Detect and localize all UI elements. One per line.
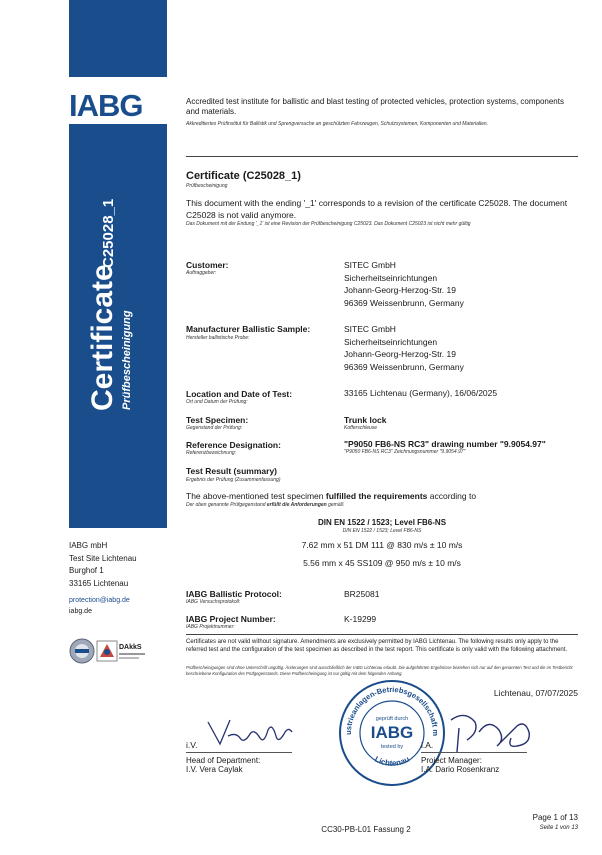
dakks-label: DAkkS: [119, 644, 142, 651]
signature-line-left: [186, 752, 292, 753]
result-statement: [186, 491, 476, 502]
manufacturer-label-de: Hersteller ballistische Probe:: [186, 335, 250, 341]
manufacturer-address: [344, 323, 464, 373]
manufacturer-line: 96369 Weissenbrunn, Germany: [344, 361, 464, 372]
customer-line: Johann-Georg-Herzog-Str. 19: [344, 285, 456, 295]
protocol-value: BR25081: [344, 589, 380, 599]
address-block: [69, 540, 137, 590]
result-label: Test Result (summary): [186, 466, 278, 476]
customer-line: SITEC GmbH: [344, 260, 396, 270]
sidebar-top-band: [69, 0, 167, 77]
reference-label: Reference Designation:: [186, 440, 281, 450]
revision-note: This document with the ending '_1' corresponds to a revision of the certificate C25028. The document C25028 is not valid anymore.: [186, 198, 568, 220]
dakks-logo-icon: [96, 640, 118, 667]
doc-code: CC30-PB-L01 Fassung 2: [321, 825, 411, 834]
page-number-de: Seite 1 von 13: [539, 825, 578, 831]
manufacturer-line: SITEC GmbH: [344, 324, 396, 334]
reference-label-de: Referenzbezeichnung:: [186, 450, 237, 456]
customer-line: 96369 Weissenbrunn, Germany: [344, 297, 464, 308]
page-number: Page 1 of 13: [532, 813, 578, 822]
standard-de: DIN EN 1522 / 1523; Level FB6-NS: [342, 528, 422, 534]
result-emphasis-de: erfüllt die Anforderungen: [266, 502, 327, 508]
result-label-de: Ergebnis der Prüfung (Zusammenfassung): [186, 477, 281, 483]
certificate-title-de: Prüfbescheinigung: [186, 183, 228, 189]
customer-line: Sicherheitseinrichtungen: [344, 272, 438, 283]
stamp-arc-bottom: Lichtenau: [373, 754, 411, 768]
stamp-bottom-small: tested by: [380, 744, 404, 750]
result-emphasis: fulfilled the requirements: [325, 491, 428, 501]
signature-left-icon: [206, 712, 296, 757]
city: 33165 Lichtenau: [69, 578, 129, 588]
protocol-label-de: IABG Versuchsprotokoll:: [186, 599, 241, 605]
header-intro: Accredited test institute for ballistic and blast testing of protected vehicles, protection systems, components and materials.: [186, 97, 564, 116]
sign-right-name: I.A. Dario Rosenkranz: [421, 765, 500, 774]
result-text: according to: [427, 491, 477, 501]
certificate-title: Certificate (C25028_1): [186, 170, 301, 182]
result-statement-de: [186, 502, 344, 508]
revision-note-de: Das Dokument mit der Endung '_1' ist eine Revision der Prüfbescheinigung C25023. Das Dokument C25023 ist nicht mehr gültig: [186, 221, 471, 227]
specimen-label-de: Gegenstand der Prüfung:: [186, 425, 243, 431]
project-label: IABG Project Number:: [186, 614, 276, 624]
sidebar-title: Certificate: [86, 264, 119, 411]
site-name: Test Site Lichtenau: [69, 553, 137, 563]
protocol-label: IABG Ballistic Protocol:: [186, 589, 282, 599]
location-label: Location and Date of Test:: [186, 389, 293, 399]
sign-right-title: Project Manager:: [421, 756, 482, 765]
reference-value: "P9050 FB6-NS RC3" drawing number "9.9054.97": [344, 439, 546, 449]
web-link[interactable]: iabg.de: [69, 608, 92, 615]
threat-1: 7.62 mm x 51 DM 111 @ 830 m/s ± 10 m/s: [301, 540, 463, 550]
stamp-top-small: geprüft durch: [375, 716, 409, 722]
svg-text:Lichtenau: [373, 755, 411, 768]
customer-address: [344, 259, 464, 309]
signature-line-right: [421, 752, 527, 753]
specimen-value: Trunk lock: [344, 415, 387, 425]
specimen-label: Test Specimen:: [186, 415, 249, 425]
dakks-small-line: [119, 657, 139, 659]
sign-left-name: I.V. Vera Caylak: [186, 765, 243, 774]
result-text-de: Der oben genannte Prüfgegenstand: [186, 502, 267, 508]
email-link[interactable]: protection@iabg.de: [69, 597, 130, 604]
accreditation-seal-icon: [69, 638, 95, 669]
dakks-small-line: [119, 653, 145, 655]
manufacturer-line: Sicherheitseinrichtungen: [344, 336, 438, 347]
iabg-logo: IABG: [69, 88, 143, 123]
manufacturer-line: Johann-Georg-Herzog-Str. 19: [344, 349, 456, 359]
disclaimer-de: Prüfbescheinigungen sind ohne Unterschrift ungültig. Änderungen sind ausschließlich der IABG Lichtenau erlaubt. Die aufgeführten Ergebnisse beziehen sich nur auf den genannten Test und die im Testbericht beschriebene Konfiguration des Prüfgegenstands. Diese Prüfbescheinigung ist nur gültig mit dem folgenden Anhang.: [186, 665, 573, 676]
standard: DIN EN 1522 / 1523; Level FB6-NS: [317, 518, 447, 527]
result-text: The above-mentioned test specimen: [186, 491, 326, 501]
company-name: IABG mbH: [69, 541, 108, 550]
stamp-arc-top: ustrieanlagen-Betriebsgesellschaft m: [343, 684, 441, 737]
sign-left-prefix: i.V.: [186, 740, 198, 750]
date-line: Lichtenau, 07/07/2025: [493, 688, 578, 698]
disclaimer-divider: [186, 634, 578, 635]
location-value: 33165 Lichtenau (Germany), 16/06/2025: [344, 388, 498, 398]
sidebar-cert-id: C25028_1: [100, 198, 117, 268]
threat-2: 5.56 mm x 45 SS109 @ 950 m/s ± 10 m/s: [303, 558, 461, 568]
customer-label-de: Auftraggeber:: [186, 270, 217, 276]
location-label-de: Ort und Datum der Prüfung:: [186, 399, 248, 405]
header-intro-de: Akkreditiertes Prüfinstitut für Ballistik und Sprengversuche an geschützten Fahrzeugen, Schutzsystemen, Komponenten und Materialien.: [186, 121, 489, 127]
sign-right-prefix: i.A.: [421, 740, 434, 750]
stamp-center: IABG: [370, 723, 414, 742]
disclaimer: Certificates are not valid without signature. Amendments are exclusively permitted by IABG Lichtenau. The following results only apply to the referred test and the configuration of the test specimen as described in the test report. This certificate is only valid with the following attachment.: [186, 639, 568, 653]
project-value: K-19299: [344, 614, 377, 624]
contact-block: [69, 595, 130, 617]
sidebar-subtitle: Prüfbescheinigung: [121, 310, 133, 410]
reference-value-de: "P9050 FB6-NS RC3" Zeichnungsnummer "9.9054.97": [344, 449, 466, 455]
result-text-de: gemäß: [326, 502, 344, 508]
sign-left-title: Head of Department:: [186, 756, 261, 765]
project-label-de: IABG Projektnummer:: [186, 624, 235, 630]
customer-label: Customer:: [186, 260, 229, 270]
street: Burghof 1: [69, 566, 104, 575]
manufacturer-label: Manufacturer Ballistic Sample:: [186, 324, 311, 334]
header-divider: [186, 156, 578, 157]
specimen-value-de: Kofferschleuse: [344, 425, 378, 431]
